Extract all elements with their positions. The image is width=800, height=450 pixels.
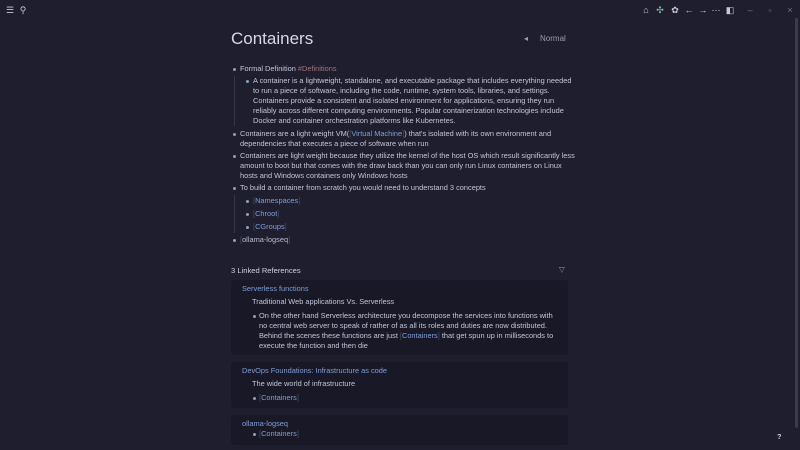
tag-definitions[interactable]: #Definitions [297,64,337,73]
bullet[interactable] [233,155,236,158]
reference-card [231,280,568,355]
maximize-icon[interactable]: ▫ [768,5,772,15]
line: amount to boot but that comes with the draw back than you can only run Linux containers on Linux [240,161,562,170]
bullet[interactable] [246,226,249,229]
text: that get spun up in milliseconds to [439,331,554,340]
right-sidebar-icon[interactable]: ◧ [725,4,735,15]
reference-card: DevOps Foundations: Infrastructure as code The wide world of infrastructure [Containers] [231,362,568,408]
bullet[interactable] [233,68,236,71]
block-text: Formal Definition [240,64,298,73]
line: execute the function and then die [259,341,368,350]
bullet[interactable] [253,433,256,436]
ref-page-link[interactable]: Serverless functions [242,284,309,293]
line: to run a piece of software, including the code, runtime, system tools, libraries, and settings. [253,86,550,95]
linked-references-heading[interactable]: 3 Linked References [231,266,301,275]
sidebar-toggle-icon[interactable]: ☰ [5,4,15,15]
thread-line [234,76,235,126]
scrollbar[interactable] [795,18,798,428]
home-icon[interactable]: ⌂ [643,5,649,15]
block[interactable] [253,76,571,126]
bullet[interactable] [246,213,249,216]
line: hosts and Windows containers only Windows hosts [240,171,408,180]
graph-icon[interactable]: ✣ [656,4,664,15]
line: Containers are light weight because they utilize the kernel of the host OS which result significantly less [240,151,575,160]
back-icon[interactable]: ← [684,5,694,15]
page-ref-containers[interactable]: Containers [261,429,297,438]
mode-toggle[interactable] [524,34,566,43]
line: Docker and container orchestration platforms like Kubernetes. [253,116,456,125]
more-icon[interactable]: ⋯ [711,4,721,15]
page-ref-containers[interactable]: Containers [401,331,438,340]
bullet[interactable] [233,239,236,242]
bullet[interactable] [233,133,236,136]
bullet[interactable] [246,80,249,83]
mode-label: Normal [540,34,566,43]
thread-line [234,195,235,233]
bullet[interactable] [253,315,256,318]
minimize-icon[interactable]: – [747,5,753,15]
page-ref-virtual-machine[interactable]: Virtual Machine [351,129,403,138]
ref-parent-block[interactable]: The wide world of infrastructure [252,379,356,388]
ref-page-link[interactable]: ollama-logseq [242,419,289,428]
page-ref-ollama-logseq[interactable]: ollama-logseq [242,235,289,244]
page-title: Containers [231,29,314,48]
speaker-icon: ◂ [524,34,529,43]
forward-icon[interactable]: → [698,5,708,15]
close-icon[interactable]: × [787,5,793,15]
line: dependencies that executes a piece of software when run [240,139,429,148]
block[interactable] [240,151,575,181]
page-ref-cgroups[interactable]: CGroups [255,222,285,231]
filter-icon[interactable]: ▽ [559,265,565,274]
block[interactable]: Containers are a light weight VM([Virtual Machine]) that's isolated with its own environment and dependencies that executes a piece of software when run [240,129,552,148]
ref-parent-block[interactable]: Traditional Web applications Vs. Serverless [252,297,395,306]
ref-page-link[interactable]: DevOps Foundations: Infrastructure as code [242,366,388,375]
block[interactable]: On the other hand Serverless architecture you decompose the services into functions with no central web server to speak of rather of as all its roles and duties are now distributed. Behind the scenes these functions are just [Containers] that get spun up in milliseconds to execute the function and then die [259,311,554,350]
text: Behind the scenes these functions are just [259,331,400,340]
bullet[interactable] [233,187,236,190]
line: no central web server to speak of rather of as all its roles and duties are now distributed. [259,321,547,330]
line: reliably across different computing environments. Popular containerization technologies include [253,106,564,115]
search-icon[interactable]: ⚲ [19,4,27,15]
help-button[interactable]: ? [777,432,782,441]
bullet[interactable] [253,397,256,400]
block[interactable]: To build a container from scratch you would need to understand 3 concepts [240,183,486,192]
page-ref-chroot[interactable]: Chroot [255,209,278,218]
line: On the other hand Serverless architecture you decompose the services into functions with [259,311,553,320]
puzzle-icon[interactable]: ✿ [671,4,679,15]
page-ref-namespaces[interactable]: Namespaces [255,196,299,205]
block[interactable] [240,64,337,74]
line: Containers provide a consistent and isolated environment for applications, ensuring they run [253,96,555,105]
line: A container is a lightweight, standalone, and executable package that includes everything needed [253,76,572,85]
bullet[interactable] [246,200,249,203]
reference-card: ollama-logseq [Containers] [231,415,568,445]
page-ref-containers[interactable]: Containers [261,393,297,402]
text: Containers are a light weight VM( [240,129,350,138]
text: ) that's isolated with its own environment and [404,129,552,138]
